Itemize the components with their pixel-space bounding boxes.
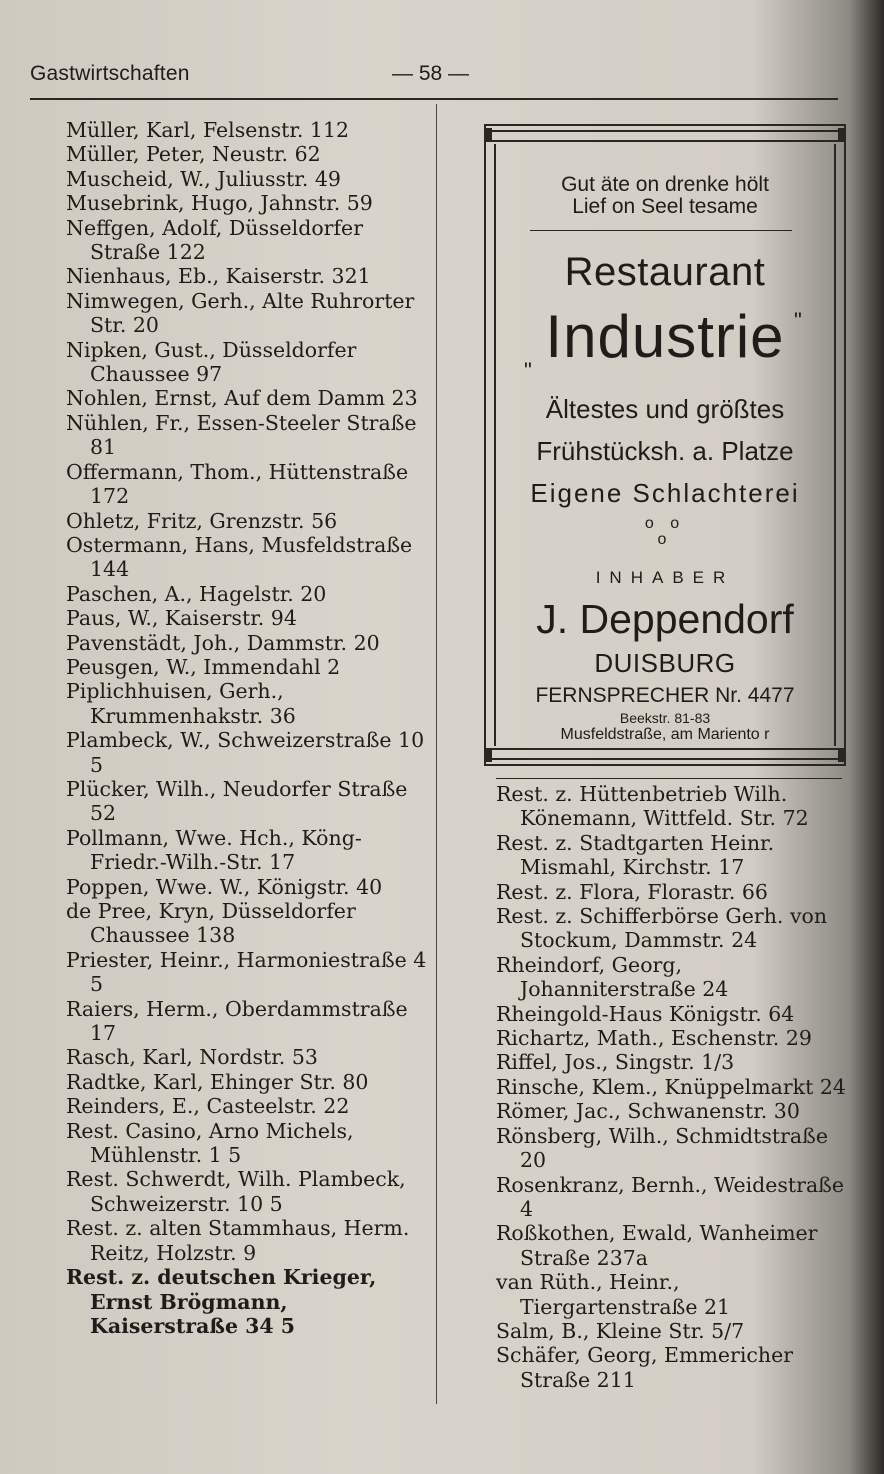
directory-entry: Rest. z. deutschen Krieger, Ernst Brögmann, Kaiserstraße 34 5 — [66, 1265, 377, 1338]
directory-entry: Neffgen, Adolf, Düsseldorfer Straße 122 — [66, 215, 363, 265]
ad-features — [496, 388, 834, 514]
directory-entry: van Rüth., Heinr., Tiergartenstraße 21 — [496, 1270, 731, 1319]
directory-entry: Ostermann, Hans, Musfeldstraße 144 — [66, 532, 413, 582]
ad-corner-ornament — [838, 750, 846, 762]
directory-entry: Ohletz, Fritz, Grenzstr. 56 — [66, 508, 338, 533]
directory-entry: Musebrink, Hugo, Jahnstr. 59 — [66, 191, 373, 216]
right-column-rule — [496, 778, 842, 779]
left-column-list — [66, 118, 430, 1338]
directory-entry: Rasch, Karl, Nordstr. 53 — [66, 1045, 318, 1070]
ad-restaurant-label: Restaurant — [564, 250, 766, 294]
directory-entry: Rönsberg, Wilh., Schmidtstraße 20 — [496, 1123, 828, 1173]
directory-entry: Rest. z. alten Stammhaus, Herm. Reitz, Holzstr. 9 — [66, 1216, 410, 1265]
ad-dots-top: o o — [644, 515, 686, 532]
directory-entry: Nimwegen, Gerh., Alte Ruhrorter Str. 20 — [66, 288, 415, 338]
ad-corner-ornament — [484, 750, 492, 762]
ad-quote-close: " — [794, 308, 802, 333]
directory-entry: Paschen, A., Hagelstr. 20 — [66, 581, 327, 606]
ad-owner-name: J. Deppendorf — [536, 596, 794, 642]
ad-street-line: Musfeldstraße, am Mariento r — [560, 726, 770, 743]
directory-entry: Schäfer, Georg, Emmericher Straße 211 — [496, 1343, 793, 1392]
section-title: Gastwirtschaften — [30, 62, 190, 85]
directory-entry: Radtke, Karl, Ehinger Str. 80 — [66, 1069, 369, 1094]
directory-entry: Roßkothen, Ewald, Wanheimer Straße 237a — [496, 1221, 818, 1270]
directory-entry: Römer, Jac., Schwanenstr. 30 — [496, 1099, 800, 1124]
directory-entry: Nohlen, Ernst, Auf dem Damm 23 — [66, 386, 418, 411]
directory-entry: Rest. z. Hüttenbetrieb Wilh. Könemann, Wittfeld. Str. 72 — [496, 782, 809, 831]
column-divider — [436, 104, 437, 1404]
directory-entry: Nühlen, Fr., Essen-Steeler Straße 81 — [66, 410, 417, 460]
directory-entry: Priester, Heinr., Harmoniestraße 4 5 — [66, 947, 427, 997]
restaurant-advertisement — [484, 124, 846, 766]
directory-entry: Rest. z. Stadtgarten Heinr. Mismahl, Kirchstr. 17 — [496, 830, 775, 880]
directory-entry: Paus, W., Kaiserstr. 94 — [66, 606, 297, 631]
directory-entry: Nipken, Gust., Düsseldorfer Chaussee 97 — [66, 337, 357, 387]
ad-feature-line: Frühstücksh. a. Platze — [536, 436, 794, 466]
directory-entry: Rest. Casino, Arno Michels, Mühlenstr. 1 5 — [66, 1118, 354, 1168]
directory-entry: Pavenstädt, Joh., Dammstr. 20 — [66, 630, 380, 655]
directory-entry: Pollmann, Wwe. Hch., Köng-Friedr.-Wilh.-Str. 17 — [66, 825, 362, 875]
ad-city: DUISBURG — [594, 648, 736, 678]
directory-entry: Rosenkranz, Bernh., Weidestraße 4 — [496, 1172, 845, 1221]
ad-feature-line: Ältestes und größtes — [545, 394, 785, 424]
directory-entry: Salm, B., Kleine Str. 5/7 — [496, 1318, 745, 1343]
directory-entry: Offermann, Thom., Hüttenstraße 172 — [66, 459, 409, 509]
directory-entry: Piplichhuisen, Gerh., Krummenhakstr. 36 — [66, 679, 296, 728]
directory-entry: Muscheid, W., Juliusstr. 49 — [66, 166, 341, 191]
ad-slogan-line: Gut äte on drenke hölt — [561, 173, 769, 196]
ad-inner-frame — [494, 144, 836, 746]
ad-bottom-border — [486, 748, 844, 760]
directory-entry: Plambeck, W., Schweizerstraße 10 5 — [66, 728, 425, 777]
ad-corner-ornament — [838, 128, 846, 140]
ad-feature-line: Eigene Schlachterei — [530, 478, 800, 508]
ad-quote-open: " — [524, 358, 532, 383]
directory-entry: Müller, Karl, Felsenstr. 112 — [66, 118, 350, 142]
ad-dot-ornament — [496, 516, 834, 548]
directory-entry: Rinsche, Klem., Knüppelmarkt 24 — [496, 1074, 846, 1099]
directory-entry: Nienhaus, Eb., Kaiserstr. 321 — [66, 264, 371, 289]
directory-entry: Rheindorf, Georg, Johanniterstraße 24 — [496, 952, 729, 1002]
page-header — [30, 62, 840, 96]
directory-entry: Poppen, Wwe. W., Königstr. 40 — [66, 874, 383, 899]
directory-entry: Raiers, Herm., Oberdammstraße 17 — [66, 996, 408, 1046]
directory-entry: Riffel, Jos., Singstr. 1/3 — [496, 1050, 735, 1075]
ad-top-border — [486, 130, 844, 142]
ad-owner-label: INHABER — [595, 568, 735, 587]
directory-entry: Reinders, E., Casteelstr. 22 — [66, 1094, 350, 1119]
ad-phone: FERNSPRECHER Nr. 4477 — [535, 684, 795, 707]
ad-corner-ornament — [484, 128, 492, 140]
ad-slogan-rule — [530, 230, 792, 231]
directory-entry: Müller, Peter, Neustr. 62 — [66, 142, 321, 167]
directory-entry: Plücker, Wilh., Neudorfer Straße 52 — [66, 776, 408, 826]
directory-entry: Rest. z. Flora, Florastr. 66 — [496, 879, 768, 904]
page-number: — 58 — — [392, 62, 470, 85]
ad-dots-bottom: o — [657, 531, 673, 548]
ad-slogan — [496, 174, 834, 218]
header-rule — [30, 98, 838, 100]
directory-entry: Rest. z. Schifferbörse Gerh. von Stockum, Dammstr. 24 — [496, 904, 828, 953]
ad-restaurant-name: Industrie — [545, 303, 785, 370]
directory-entry: Rest. Schwerdt, Wilh. Plambeck, Schweizerstr. 10 5 — [66, 1167, 406, 1216]
directory-entry: Rheingold-Haus Königstr. 64 — [496, 1001, 795, 1026]
directory-entry: Peusgen, W., Immendahl 2 — [66, 654, 341, 679]
ad-slogan-line: Lief on Seel tesame — [572, 195, 758, 218]
directory-entry: Richartz, Math., Eschenstr. 29 — [496, 1026, 812, 1051]
right-column-list — [496, 782, 858, 1392]
directory-entry: de Pree, Kryn, Düsseldorfer Chaussee 138 — [66, 899, 356, 948]
ad-street-line: Beekstr. 81-83 — [619, 710, 711, 726]
